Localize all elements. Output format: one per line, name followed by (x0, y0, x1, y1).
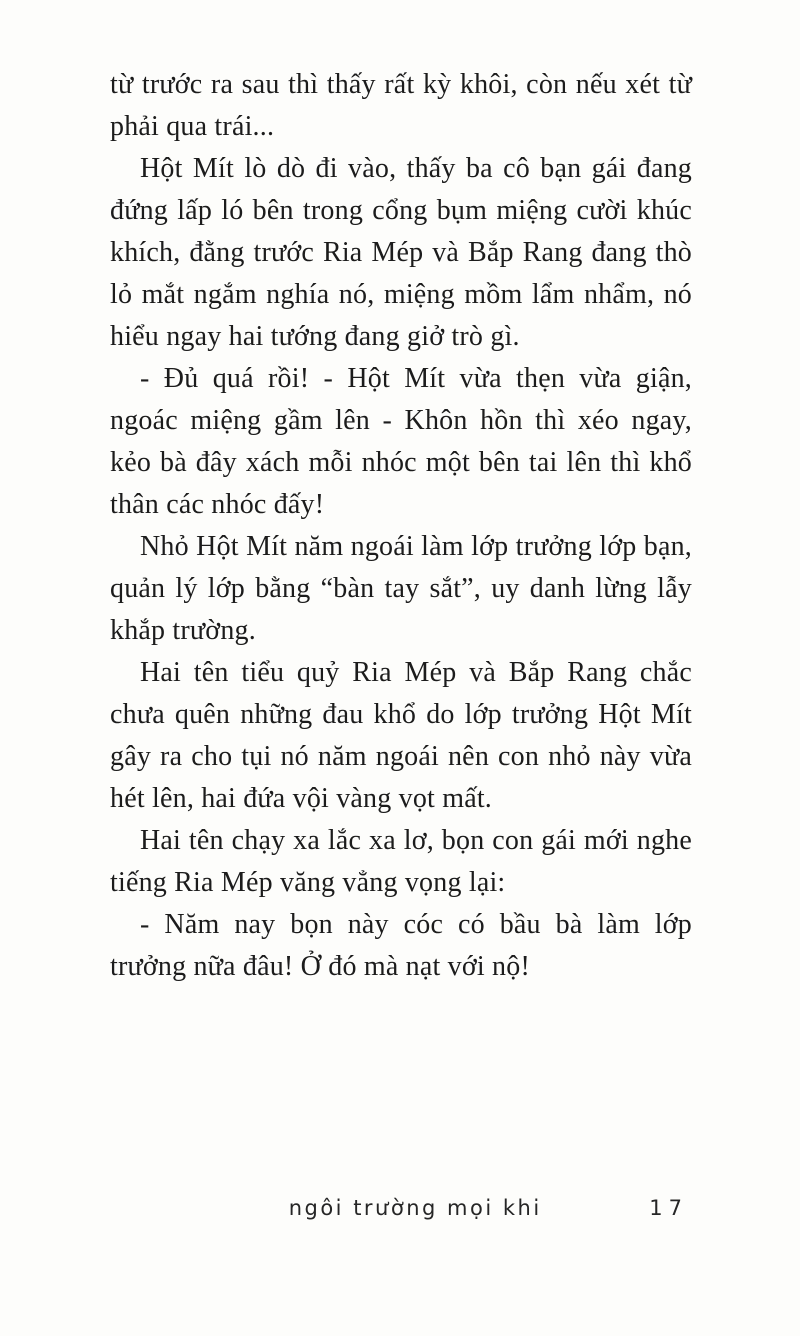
body-paragraph: từ trước ra sau thì thấy rất kỳ khôi, còn nếu xét từ phải qua trái... (110, 69, 692, 142)
body-paragraph: Hột Mít lò dò đi vào, thấy ba cô bạn gái đang đứng lấp ló bên trong cổng bụm miệng cười khúc khích, đằng trước Ria Mép và Bắp Rang đang thò lỏ mắt ngắm nghía nó, miệng mồm lẩm nhẩm, nó hiểu ngay hai tướng đang giở trò gì. (110, 153, 692, 352)
body-paragraph: Hai tên chạy xa lắc xa lơ, bọn con gái mới nghe tiếng Ria Mép văng vẳng vọng lại: (110, 825, 692, 898)
body-paragraph: - Năm nay bọn này cóc có bầu bà làm lớp trưởng nữa đâu! Ở đó mà nạt với nộ! (110, 909, 692, 982)
body-paragraph: Nhỏ Hột Mít năm ngoái làm lớp trưởng lớp bạn, quản lý lớp bằng “bàn tay sắt”, uy danh lừng lẫy khắp trường. (110, 531, 692, 646)
body-text (110, 64, 692, 988)
running-title: ngôi trường mọi khi (288, 1196, 542, 1220)
page-number: 17 (649, 1196, 688, 1220)
body-paragraph: Hai tên tiểu quỷ Ria Mép và Bắp Rang chắc chưa quên những đau khổ do lớp trưởng Hột Mít gây ra cho tụi nó năm ngoái nên con nhỏ này vừa hét lên, hai đứa vội vàng vọt mất. (110, 657, 692, 814)
page-footer (0, 1196, 800, 1236)
body-paragraph: - Đủ quá rồi! - Hột Mít vừa thẹn vừa giận, ngoác miệng gầm lên - Khôn hồn thì xéo ngay, kẻo bà đây xách mỗi nhóc một bên tai lên thì khổ thân các nhóc đấy! (110, 363, 692, 520)
